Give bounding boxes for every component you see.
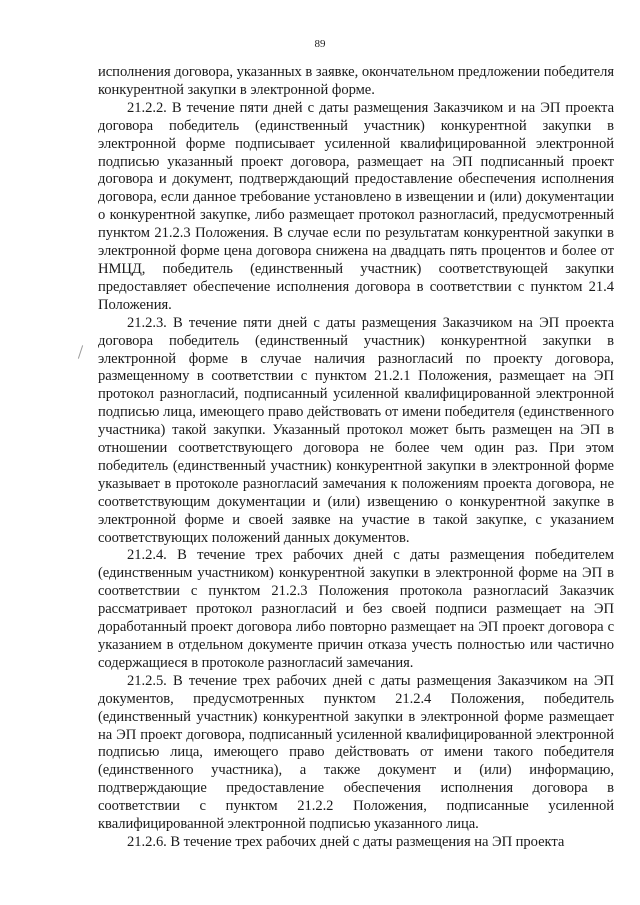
paragraph-21-2-6: 21.2.6. В течение трех рабочих дней с даты размещения на ЭП проекта [127,833,565,850]
page-number: 89 [314,38,326,50]
paragraph-21-2-3: 21.2.3. В течение пяти дней с даты размещения Заказчиком на ЭП проекта договора победитель (единственный участник) конкурентной закупки в электронной форме в случае наличия разногласий по проекту договора, размещенному в соответствии с пунктом 21.2.1 Положения, размещает на ЭП протокол разногласий, подписанный усиленной квалифицированной электронной подписью лица, имеющего право действовать от имени победителя (единственного участника) такой закупки. Указанный протокол может быть размещен на ЭП в отношении соответствующего договора не более чем один раз. При этом победитель (единственный участник) конкурентной закупки в электронной форме указывает в протоколе разногласий замечания к положениям проекта договора, не соответствующим документации и (или) извещению о конкурентной закупке в электронной форме и своей заявке на участие в такой закупке, с указанием соответствующих положений данных документов. [98,314,614,546]
margin-pen-mark [78,345,83,359]
paragraph-continuation: исполнения договора, указанных в заявке, окончательном предложении победителя конкурентной закупки в электронной форме. [98,64,614,98]
document-body [98,64,614,852]
paragraph-21-2-2: 21.2.2. В течение пяти дней с даты размещения Заказчиком и на ЭП проекта договора победитель (единственный участник) конкурентной закупки в электронной форме подписывает усиленной квалифицированной электронной подписью указанный проект договора, размещает на ЭП подписанный проект договора и документ, подтверждающий предоставление обеспечения исполнения договора, если данное требование установлено в извещении и (или) документации о конкурентной закупке, либо размещает протокол разногласий, предусмотренный пунктом 21.2.3 Положения. В случае если по результатам конкурентной закупки в электронной форме цена договора снижена на двадцать пять процентов и более от НМЦД, победитель (единственный участник) соответствующей закупки предоставляет обеспечение исполнения договора в соответствии с пунктом 21.4 Положения. [98,99,614,313]
paragraph-21-2-4: 21.2.4. В течение трех рабочих дней с даты размещения победителем (единственным участником) конкурентной закупки в электронной форме на ЭП в соответствии с пунктом 21.2.3 Положения протокола разногласий Заказчик рассматривает протокол разногласий и без своей подписи размещает на ЭП доработанный проект договора либо повторно размещает на ЭП проект договора с указанием в отдельном документе причин отказа учесть полностью или частично содержащиеся в протоколе разногласий замечания. [98,547,614,671]
paragraph-21-2-5: 21.2.5. В течение трех рабочих дней с даты размещения Заказчиком на ЭП документов, предусмотренных пунктом 21.2.4 Положения, победитель (единственный участник) конкурентной закупки в электронной форме размещает на ЭП проект договора, подписанный усиленной квалифицированной электронной подписью лица, имеющего право действовать от имени такого победителя (единственного участника), а также документ и (или) информацию, подтверждающие предоставление обеспечения исполнения договора в соответствии с пунктом 21.2.2 Положения, подписанные усиленной квалифицированной электронной подписью указанного лица. [98,672,614,833]
